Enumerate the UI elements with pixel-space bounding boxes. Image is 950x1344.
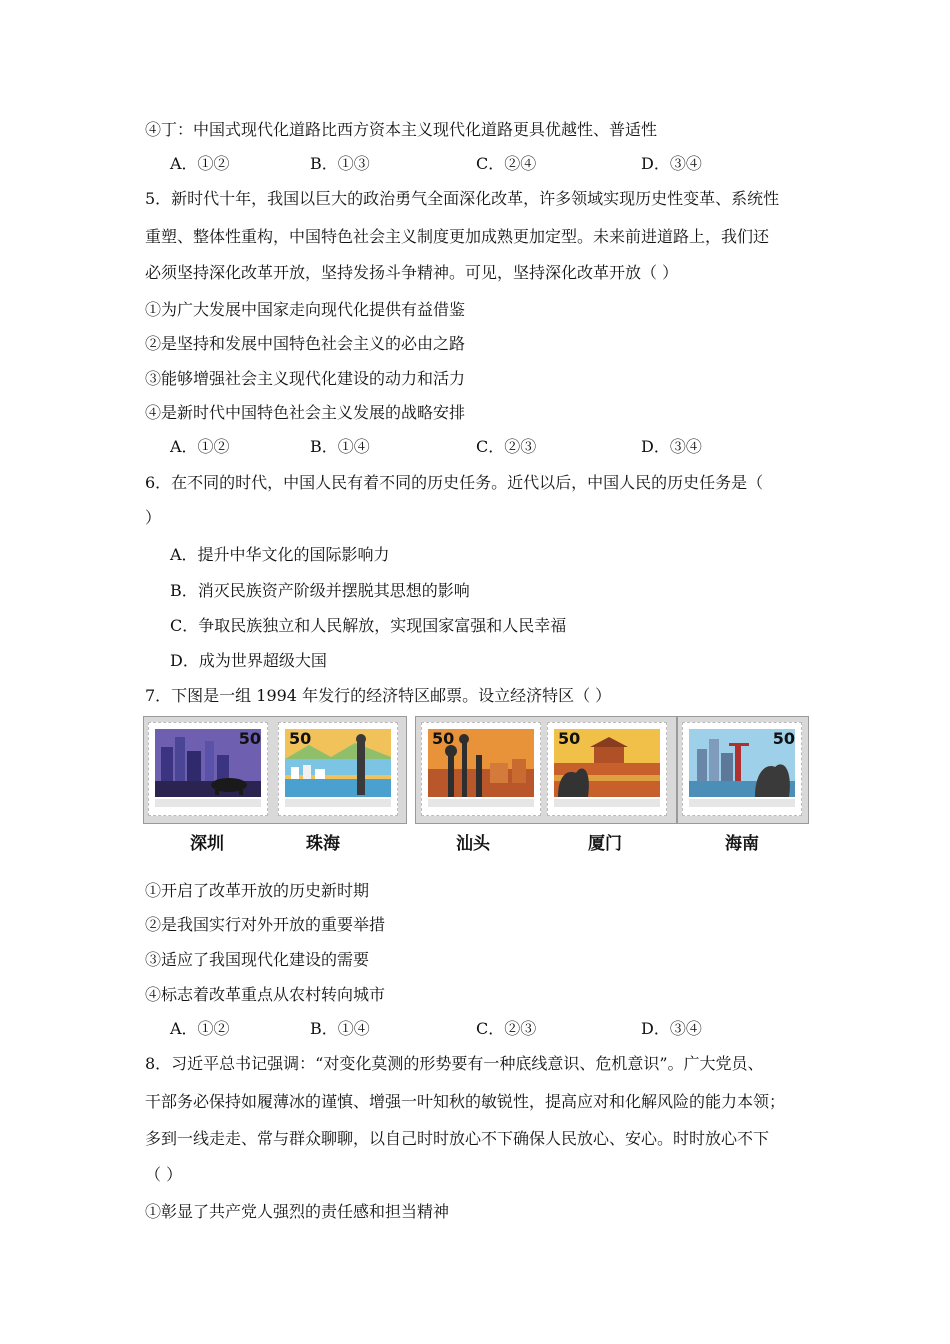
q6-choice-d[interactable]: D．成为世界超级大国 <box>170 651 327 670</box>
q5-choice-d[interactable]: D．③④ <box>641 437 702 456</box>
q5-option-2: ②是坚持和发展中国特色社会主义的必由之路 <box>145 334 466 353</box>
stamp-hainan <box>682 722 802 816</box>
stamp-face-value: 50 <box>432 729 455 748</box>
q8-stem-line-2: 干部务必保持如履薄冰的谨慎、增强一叶知秋的敏锐性，提高应对和化解风险的能力本领； <box>145 1092 786 1111</box>
q5-stem-line-2: 重塑、整体性重构，中国特色社会主义制度更加成熟更加定型。未来前进道路上，我们还 <box>145 227 770 246</box>
q4-choice-d[interactable]: D．③④ <box>641 154 702 173</box>
stamp-label-shantou: 汕头 <box>456 834 490 854</box>
q7-choice-a[interactable]: A．①② <box>170 1019 230 1038</box>
stamp-label-hainan: 海南 <box>725 834 759 854</box>
stamp-shenzhen <box>148 722 268 816</box>
q8-stem-line-3: 多到一线走走、常与群众聊聊，以自己时时放心不下确保人民放心、安心。时时放心不下 <box>145 1129 770 1148</box>
stamp-caption-strip <box>554 799 660 807</box>
q5-choice-c[interactable]: C．②③ <box>476 437 537 456</box>
stamp-label-xiamen: 厦门 <box>588 834 622 854</box>
q7-choice-c[interactable]: C．②③ <box>476 1019 537 1038</box>
q7-option-4: ④标志着改革重点从农村转向城市 <box>145 985 386 1004</box>
q5-answer-choices <box>170 436 810 458</box>
stamp-figure <box>143 716 808 826</box>
q7-option-2: ②是我国实行对外开放的重要举措 <box>145 915 386 934</box>
q4-choice-a[interactable]: A．①② <box>170 154 230 173</box>
q6-choice-b[interactable]: B．消灭民族资产阶级并摆脱其思想的影响 <box>170 581 470 600</box>
q5-stem-line-3: 必须坚持深化改革开放，坚持发扬斗争精神。可见，坚持深化改革开放（ ） <box>145 263 679 282</box>
q7-stem: 7．下图是一组 1994 年发行的经济特区邮票。设立经济特区（ ） <box>145 686 612 705</box>
q5-choice-a[interactable]: A．①② <box>170 437 230 456</box>
q5-choice-b[interactable]: B．①④ <box>310 437 370 456</box>
stamp-caption-strip <box>155 799 261 807</box>
q7-option-1: ①开启了改革开放的历史新时期 <box>145 881 370 900</box>
stamp-caption-strip <box>285 799 391 807</box>
stamp-zhuhai <box>278 722 398 816</box>
q7-choice-b[interactable]: B．①④ <box>310 1019 370 1038</box>
stamp-caption-strip <box>689 799 795 807</box>
q4-option-4: ④丁：中国式现代化道路比西方资本主义现代化道路更具优越性、普适性 <box>145 120 658 139</box>
q4-choice-c[interactable]: C．②④ <box>476 154 537 173</box>
stamp-face-value: 50 <box>772 729 795 748</box>
q6-choice-a[interactable]: A．提升中华文化的国际影响力 <box>170 545 390 564</box>
q8-stem-line-4: （ ） <box>145 1165 183 1184</box>
stamp-face-value: 50 <box>238 729 261 748</box>
q6-stem-line-1: 6．在不同的时代，中国人民有着不同的历史任务。近代以后，中国人民的历史任务是（ <box>145 473 764 492</box>
q8-stem-line-1: 8．习近平总书记强调：“对变化莫测的形势要有一种底线意识、危机意识”。广大党员、 <box>145 1054 764 1073</box>
q5-option-4: ④是新时代中国特色社会主义发展的战略安排 <box>145 403 466 422</box>
q7-option-3: ③适应了我国现代化建设的需要 <box>145 950 370 969</box>
stamp-label-zhuhai: 珠海 <box>306 834 340 854</box>
q6-stem-line-2: ） <box>145 508 162 527</box>
q8-option-1: ①彰显了共产党人强烈的责任感和担当精神 <box>145 1202 450 1221</box>
stamp-caption-strip <box>428 799 534 807</box>
stamp-shantou <box>421 722 541 816</box>
stamp-face-value: 50 <box>289 729 312 748</box>
stamp-face-value: 50 <box>558 729 581 748</box>
q6-choice-c[interactable]: C．争取民族独立和人民解放，实现国家富强和人民幸福 <box>170 616 567 635</box>
stamp-xiamen <box>547 722 667 816</box>
stamp-label-shenzhen: 深圳 <box>190 834 224 854</box>
q5-option-3: ③能够增强社会主义现代化建设的动力和活力 <box>145 369 466 388</box>
q7-answer-choices <box>170 1018 810 1040</box>
q7-choice-d[interactable]: D．③④ <box>641 1019 702 1038</box>
q5-option-1: ①为广大发展中国家走向现代化提供有益借鉴 <box>145 300 466 319</box>
q4-answer-choices <box>170 153 810 175</box>
q5-stem-line-1: 5．新时代十年，我国以巨大的政治勇气全面深化改革，许多领域实现历史性变革、系统性 <box>145 189 780 208</box>
q4-choice-b[interactable]: B．①③ <box>310 154 370 173</box>
